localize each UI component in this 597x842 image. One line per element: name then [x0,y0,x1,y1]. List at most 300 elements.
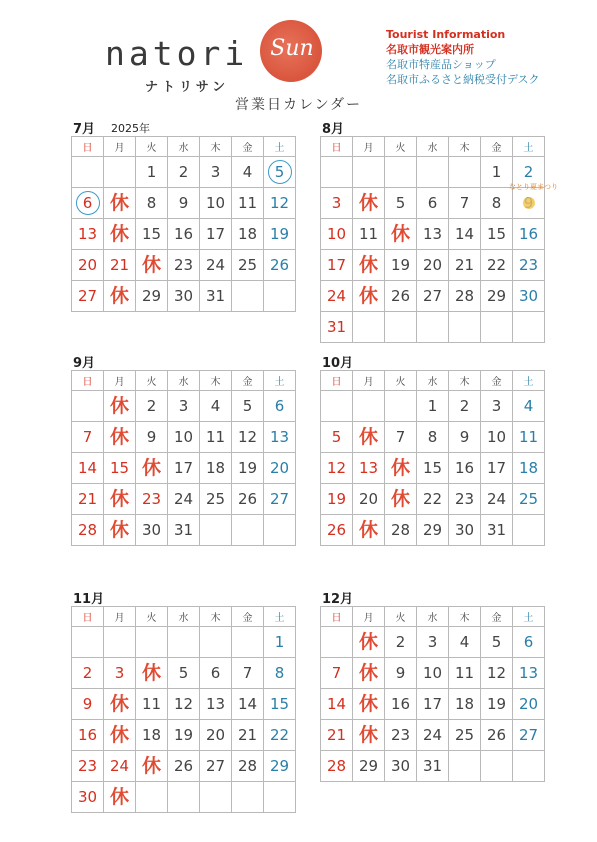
month-label: 10月 [322,356,354,371]
weekday-header: 水 [417,137,449,157]
day-cell [321,658,353,689]
weekday-header: 日 [321,607,353,627]
day-number: 9 [146,428,157,446]
day-number: 25 [454,726,475,744]
day-cell [417,422,449,453]
weekday-header: 木 [200,137,232,157]
week-row [72,720,296,751]
day-number: 15 [269,695,290,713]
month-calendar [71,588,288,813]
closed-mark: 休 [141,662,161,684]
week-row [72,515,296,546]
day-number: 10 [205,194,226,212]
day-cell [264,281,296,312]
day-cell [264,422,296,453]
closed-mark: 休 [358,724,378,746]
natori-sun-logo [105,34,320,94]
day-cell [417,391,449,422]
weekday-header: 木 [449,607,481,627]
day-number: 29 [269,757,290,775]
day-number: 27 [269,490,290,508]
day-cell [72,484,104,515]
day-cell [385,689,417,720]
day-number: 9 [459,428,470,446]
day-number: 6 [210,664,221,682]
day-cell [200,250,232,281]
week-row [72,658,296,689]
day-number: 18 [518,459,539,477]
day-cell [449,157,481,188]
logo-kana: ナトリサン [145,80,230,95]
day-cell [264,157,296,188]
closed-mark: 休 [141,457,161,479]
weekday-header: 火 [136,137,168,157]
weekday-header: 日 [321,371,353,391]
day-cell [200,422,232,453]
day-number: 10 [486,428,507,446]
day-cell [168,751,200,782]
day-cell [449,188,481,219]
day-number: 18 [237,225,258,243]
day-cell [136,658,168,689]
day-cell [136,157,168,188]
day-cell [232,219,264,250]
day-number: 29 [358,757,379,775]
day-cell [417,312,449,343]
day-cell [232,515,264,546]
day-cell [232,422,264,453]
day-cell [513,250,545,281]
day-cell [353,515,385,546]
day-number: 1 [146,163,157,181]
day-cell [481,515,513,546]
day-number: 25 [237,256,258,274]
weekday-header: 木 [449,137,481,157]
day-cell [481,484,513,515]
day-number: 8 [427,428,438,446]
day-number: 16 [390,695,411,713]
day-cell [321,720,353,751]
day-cell [136,250,168,281]
closed-mark: 休 [358,285,378,307]
day-cell [200,627,232,658]
day-cell [353,391,385,422]
weekday-header: 月 [104,607,136,627]
day-number: 19 [390,256,411,274]
day-number: 4 [523,397,534,415]
day-cell [417,484,449,515]
week-row [321,312,545,343]
day-number: 2 [82,664,93,682]
day-cell [168,627,200,658]
day-cell [321,312,353,343]
day-cell [513,627,545,658]
day-number: 2 [523,163,534,181]
day-cell [136,689,168,720]
day-cell [353,720,385,751]
calendar-table [71,136,296,312]
day-cell [321,188,353,219]
day-number: 2 [146,397,157,415]
day-cell [168,250,200,281]
closed-mark: 休 [358,254,378,276]
day-cell [353,689,385,720]
weekday-header: 月 [353,371,385,391]
day-number: 1 [427,397,438,415]
week-row [321,515,545,546]
day-number: 18 [454,695,475,713]
day-number: 21 [77,490,98,508]
day-number: 17 [326,256,347,274]
week-row [72,157,296,188]
day-cell [72,250,104,281]
day-number: 4 [210,397,221,415]
day-cell [385,188,417,219]
week-row [321,188,545,219]
day-cell [449,250,481,281]
day-cell [353,188,385,219]
day-number: 10 [422,664,443,682]
weekday-header: 水 [168,371,200,391]
day-number: 3 [210,163,221,181]
day-cell [353,157,385,188]
week-row [72,188,296,219]
info-line-1: Tourist Information [386,28,506,41]
day-number: 8 [491,194,502,212]
closed-mark: 休 [358,426,378,448]
weekday-header: 土 [264,371,296,391]
day-cell [513,391,545,422]
day-cell [232,689,264,720]
weekday-header: 金 [481,607,513,627]
day-cell [104,281,136,312]
day-cell [449,658,481,689]
day-number: 12 [486,664,507,682]
day-cell [104,689,136,720]
info-line-3: 名取市特産品ショップ [386,58,496,71]
day-cell [232,250,264,281]
day-cell [168,188,200,219]
day-cell [449,689,481,720]
week-row [321,484,545,515]
day-number: 26 [237,490,258,508]
day-cell [385,515,417,546]
day-cell [168,391,200,422]
logo-mark-text: Sun [270,36,314,61]
week-row [72,219,296,250]
day-number: 8 [274,664,285,682]
week-row [72,627,296,658]
day-cell [136,391,168,422]
day-cell [513,689,545,720]
week-row [72,422,296,453]
day-cell [353,219,385,250]
day-cell [417,658,449,689]
day-number: 2 [459,397,470,415]
info-line-2: 名取市観光案内所 [386,43,474,56]
day-cell [72,627,104,658]
day-cell [321,391,353,422]
week-row [321,658,545,689]
weekday-header: 水 [168,137,200,157]
day-cell [321,484,353,515]
day-number: 26 [269,256,290,274]
day-number: 26 [173,757,194,775]
day-number: 29 [486,287,507,305]
day-number: 2 [395,633,406,651]
day-number: 4 [242,163,253,181]
day-cell [481,658,513,689]
day-number: 11 [141,695,162,713]
day-cell [104,627,136,658]
day-cell [104,720,136,751]
day-number: 11 [205,428,226,446]
day-cell [136,627,168,658]
day-cell [232,484,264,515]
day-cell [449,453,481,484]
day-cell [232,782,264,813]
day-number: 30 [173,287,194,305]
day-cell [449,627,481,658]
day-cell [200,484,232,515]
day-number: 13 [205,695,226,713]
day-number: 25 [205,490,226,508]
month-label: 11月 [73,592,105,607]
closed-mark: 休 [390,223,410,245]
day-number: 6 [523,633,534,651]
day-number: 7 [459,194,470,212]
day-cell [168,453,200,484]
week-row [72,484,296,515]
day-cell [72,422,104,453]
day-cell [449,281,481,312]
day-number: 27 [77,287,98,305]
day-number: 19 [237,459,258,477]
day-cell [353,484,385,515]
day-cell [321,157,353,188]
week-row [72,281,296,312]
day-cell [168,515,200,546]
day-cell [417,720,449,751]
day-number: 15 [422,459,443,477]
day-cell [72,782,104,813]
day-cell [353,658,385,689]
week-row [72,391,296,422]
day-number: 23 [141,490,162,508]
day-cell [481,281,513,312]
day-number: 24 [173,490,194,508]
day-cell [200,720,232,751]
day-cell [104,658,136,689]
day-cell [168,658,200,689]
info-line-4: 名取市ふるさと納税受付デスク [386,73,540,86]
day-cell [321,515,353,546]
day-cell [449,422,481,453]
day-number: 27 [205,757,226,775]
closed-mark: 休 [109,285,129,307]
closed-mark: 休 [109,223,129,245]
day-cell [264,515,296,546]
day-number: 19 [173,726,194,744]
day-cell [104,157,136,188]
day-number: 11 [358,225,379,243]
day-number: 7 [82,428,93,446]
day-cell [513,515,545,546]
week-row [72,250,296,281]
day-cell [481,422,513,453]
day-cell [200,157,232,188]
day-cell [385,627,417,658]
day-cell [417,627,449,658]
day-number: 12 [173,695,194,713]
day-cell [449,720,481,751]
month-calendar [71,352,288,546]
day-cell [321,627,353,658]
closed-mark: 休 [109,395,129,417]
day-cell [353,453,385,484]
day-cell [232,391,264,422]
day-cell [385,751,417,782]
day-cell [385,453,417,484]
day-number: 9 [395,664,406,682]
day-cell [481,689,513,720]
day-number: 30 [454,521,475,539]
day-number: 21 [326,726,347,744]
month-header [320,352,537,370]
month-label: 9月 [73,356,96,371]
day-cell [481,391,513,422]
day-number: 27 [518,726,539,744]
day-number: 20 [269,459,290,477]
day-number: 23 [390,726,411,744]
day-cell [449,219,481,250]
week-row [321,453,545,484]
weekday-header: 水 [168,607,200,627]
day-number: 31 [205,287,226,305]
day-number: 29 [141,287,162,305]
day-number: 12 [237,428,258,446]
day-cell [136,782,168,813]
day-number: 30 [518,287,539,305]
calendar-table [320,606,545,782]
weekday-header: 日 [321,137,353,157]
week-row [72,689,296,720]
day-cell [200,782,232,813]
festival-icon [523,197,535,209]
weekday-header: 金 [481,137,513,157]
day-number: 16 [454,459,475,477]
day-cell [232,453,264,484]
day-number: 5 [242,397,253,415]
weekday-header: 日 [72,137,104,157]
logo-word: natori [105,34,249,73]
day-number: 16 [173,225,194,243]
day-number: 28 [237,757,258,775]
festival-label: なとり夏まつり [509,183,558,191]
day-cell [481,250,513,281]
week-row [321,391,545,422]
day-cell [72,157,104,188]
day-number: 21 [237,726,258,744]
day-cell [232,658,264,689]
day-number: 5 [491,633,502,651]
day-number: 17 [173,459,194,477]
closed-mark: 休 [109,724,129,746]
closed-mark: 休 [109,426,129,448]
weekday-header: 水 [417,607,449,627]
day-cell [513,312,545,343]
day-number: 19 [486,695,507,713]
day-cell [200,751,232,782]
weekday-header: 火 [385,607,417,627]
day-number: 20 [77,256,98,274]
day-cell [72,720,104,751]
weekday-header: 水 [417,371,449,391]
day-number: 3 [178,397,189,415]
day-cell [509,183,558,219]
month-label: 12月 [322,592,354,607]
info-block [386,27,540,87]
month-header [71,588,288,606]
day-number: 25 [518,490,539,508]
closed-mark: 休 [358,519,378,541]
day-number: 27 [422,287,443,305]
day-cell [72,658,104,689]
day-number: 31 [422,757,443,775]
day-cell [385,281,417,312]
week-row [321,689,545,720]
week-row [72,782,296,813]
day-cell [264,219,296,250]
day-number: 26 [390,287,411,305]
day-number: 24 [109,757,130,775]
day-number: 14 [237,695,258,713]
day-cell [104,484,136,515]
day-cell [104,250,136,281]
day-cell [321,219,353,250]
day-number: 17 [205,225,226,243]
day-cell [104,422,136,453]
day-cell [385,391,417,422]
day-number: 28 [326,757,347,775]
day-cell [264,658,296,689]
day-number: 17 [486,459,507,477]
day-number: 16 [518,225,539,243]
day-number: 28 [454,287,475,305]
day-number: 11 [518,428,539,446]
day-cell [513,658,545,689]
day-cell [136,751,168,782]
day-cell [449,484,481,515]
day-number: 24 [486,490,507,508]
day-cell [481,751,513,782]
day-cell [232,751,264,782]
day-number: 23 [173,256,194,274]
day-cell [200,281,232,312]
page-title: 営業日カレンダー [234,97,363,113]
day-number: 1 [491,163,502,181]
weekday-header: 木 [200,607,232,627]
day-cell [385,422,417,453]
day-number: 21 [109,256,130,274]
day-cell [481,627,513,658]
day-number: 4 [459,633,470,651]
day-cell [200,391,232,422]
calendar-table [320,136,558,343]
day-number: 5 [395,194,406,212]
day-cell [200,689,232,720]
weekday-header: 火 [136,371,168,391]
